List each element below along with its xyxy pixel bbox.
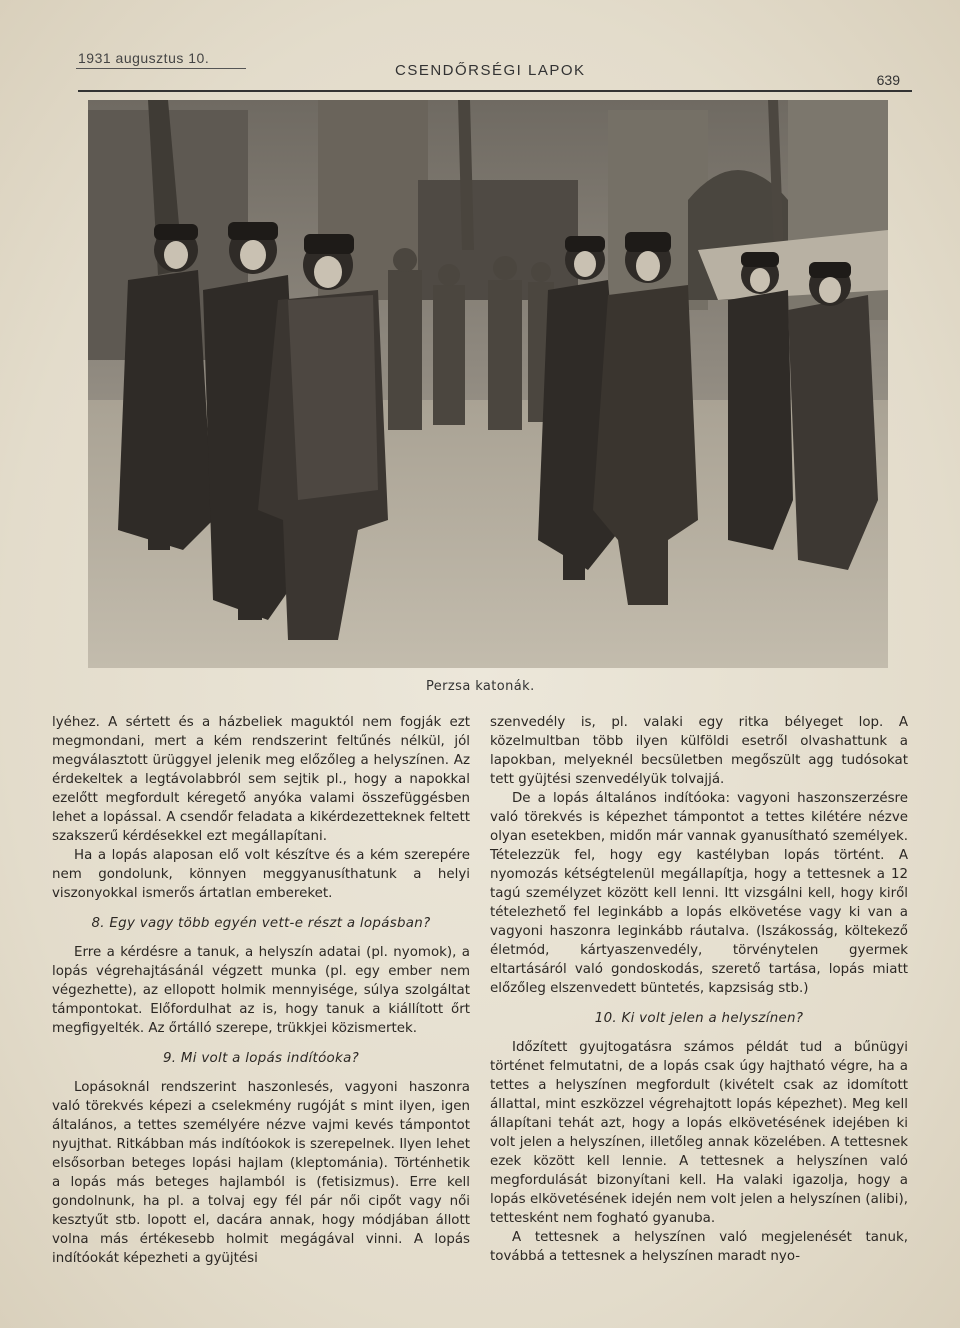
journal-title: CSENDŐRSÉGI LAPOK (395, 62, 586, 79)
paragraph: Lopásoknál rendszerint haszonlesés, vagyoni haszonra való törekvés képezi a cselekmény rugóját s mint ilyen, igen általános, a tettes személyére nézve vajmi kevés támpontot nyujthat. Ritkábban más indítóokok is szerepelnek. Ilyen lehet elsősorban beteges lopási hajlam (kleptománia). Történhetik a lopás más beteges hajlamból is (fetisizmus). Erre kell gondolnunk, ha pl. a tolvaj egy fél pár női cipőt vagy női kesztyűt stb. lopott el, dacára annak, hogy módjában állott volna más értékesebb holmit megágával vinni. A lopás indítóokát képezheti a gyüjtési (52, 1080, 470, 1266)
photograph-persian-soldiers (88, 100, 888, 668)
section-heading-8: 8. Egy vagy több egyén vett-e részt a lopásban? (91, 916, 431, 931)
photo-caption: Perzsa katonák. (426, 679, 535, 694)
date-underline (76, 68, 246, 69)
paragraph: De a lopás általános indítóoka: vagyoni haszonszerzésre való törekvés is képezhet támpontot a tettes kilétére nézve olyan esetekben, midőn már vannak gyanusítható személyek. Tételezzük fel, hogy egy kastélyban lopás történt. A nyomozás kétségtelenül megállapítja, hogy a tettesnek a 12 tagú személyzet között kell lenni. Itt vizsgálni kell, hogy kiről tételezhető fel leginkább a lopás elkövetése vagy ki van a vagyoni haszonra leginkább ráutalva. (Iszákosság, költekező életmód, kártyaszenvedély, törvénytelen gyermek eltartásáról való gondoskodás, szerető tartása, lopás miatt előzőleg elszenvedett büntetés, kapzsiság stb.) (490, 791, 908, 996)
paragraph: Időzített gyujtogatásra számos példát tud a bűnügyi történet felmutatni, de a lopás csak úgy hajtható végre, ha a tettes a helyszínen megfordult (kivételt csak az idomított állattal, mint eszközzel végrehajtott lopás képezhet). Meg kell állapítani tehát azt, hogy a lopás elkövetésének idejében ki volt jelen a helyszínen, illetőleg annak közelében. A tettesnek ezek között kell lennie. A tettesnek a helyszínen való megfordulását bizonyítani kell. Ha valaki igazolja, hogy a lopás elkövetésének idején nem volt jelen a helyszínen (alibi), tettesként nem fogható gyanuba. (490, 1040, 908, 1226)
photo-illustration (88, 100, 888, 668)
section-heading-9: 9. Mi volt a lopás indítóoka? (162, 1051, 360, 1066)
left-column (52, 713, 470, 1268)
issue-date: 1931 augusztus 10. (78, 50, 210, 66)
paragraph: lyéhez. A sértett és a házbeliek maguktól nem fogják ezt megmondani, mert a kém rendszerint feltűnés nélkül, jól megválasztott ürüggyel jelenik meg előzőleg a helyszínen. Az érdekeltek a legtávolabbról sem sejtik pl., hogy a napokkal ezelőtt megfordult kéregető anyóka valami összefüggésben lehet a lopással. A csendőr feladata a kikérdezetteknek feltett szakszerű kérdésekkel ezt megállapítani. (52, 715, 470, 844)
right-column (490, 713, 908, 1266)
header-rule (78, 90, 912, 92)
section-heading-10: 10. Ki volt jelen a helyszínen? (594, 1011, 804, 1026)
paragraph: Erre a kérdésre a tanuk, a helyszín adatai (pl. nyomok), a lopás végrehajtásánál végzett munka (pl. egy ember nem végezhette), az ellopott holmik mennyisége, súlya szolgáltat támpontokat. Előfordulhat az is, hogy tanuk a kiállított őrt megfigyelték. Az őrtálló szerepe, trükkjei közismertek. (52, 945, 470, 1036)
page-number: 639 (876, 72, 900, 88)
paragraph: szenvedély is, pl. valaki egy ritka bélyeget lop. A közelmultban több ilyen külföldi esetről olvashattunk a lapokban, melyeknél becsületben megőszült agg tudósokat tett gyüjtési szenvedélyük tolvajjá. (490, 715, 908, 787)
paragraph: A tettesnek a helyszínen való megjelenését tanuk, továbbá a tettesnek a helyszínen maradt nyo- (490, 1230, 908, 1264)
paragraph: Ha a lopás alaposan elő volt készítve és a kém szerepére nem gondolunk, könnyen meggyanusíthatunk a helyi viszonyokkal ismerős ártatlan embereket. (52, 848, 470, 901)
page-header (50, 46, 912, 94)
